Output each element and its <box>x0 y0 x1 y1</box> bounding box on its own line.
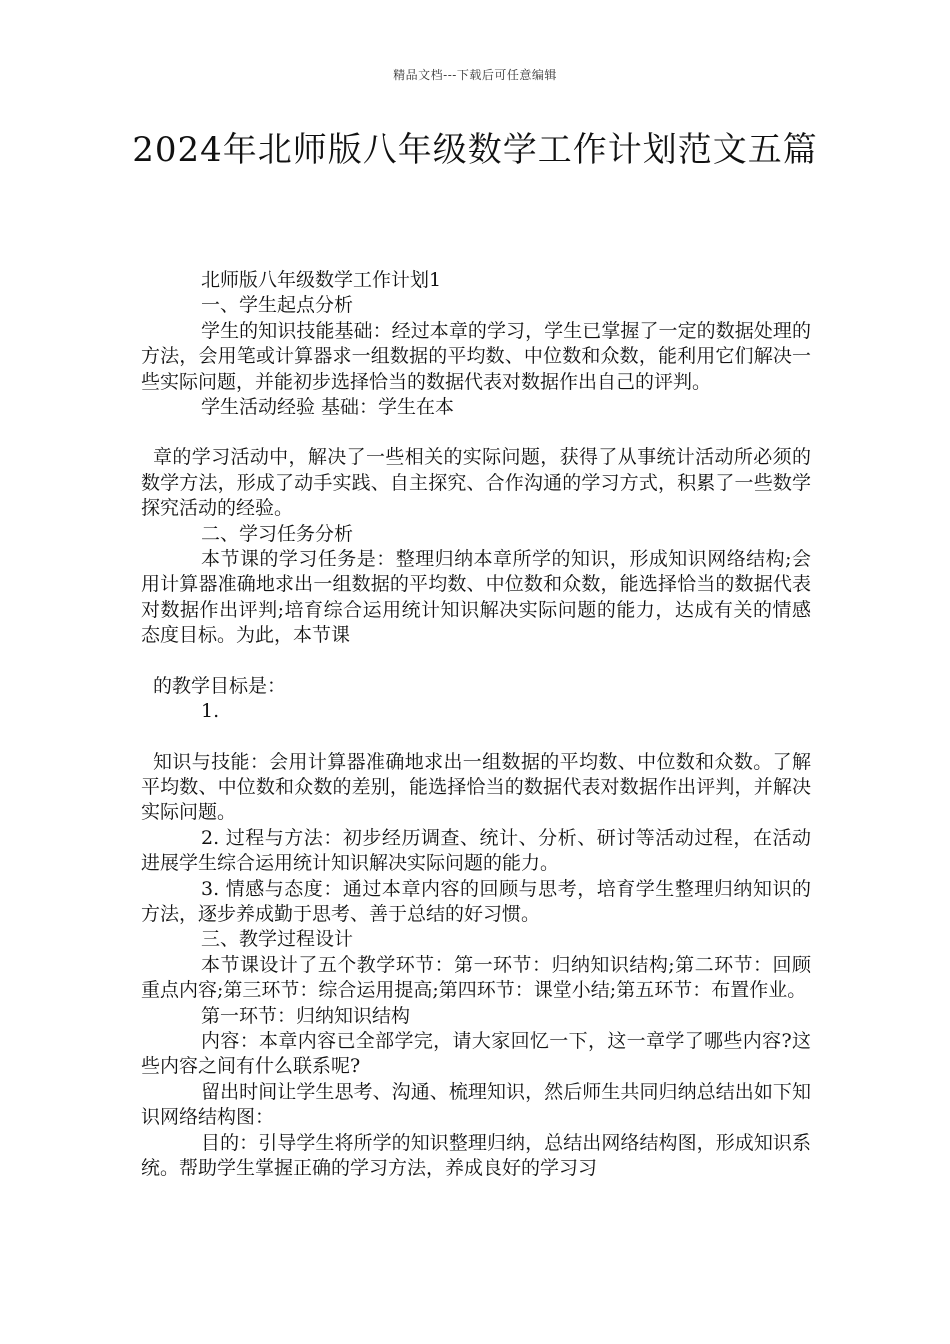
section-heading: 三、教学过程设计 <box>201 928 354 951</box>
list-item-number: 1. <box>201 700 220 723</box>
paragraph: 2. 过程与方法：初步经历调查、统计、分析、研讨等活动过程，在活动进展学生综合运用统计知识解决实际问题的能力。 <box>141 826 811 875</box>
section-heading: 一、学生起点分析 <box>201 294 354 317</box>
document-body <box>141 268 811 1181</box>
paragraph: 本节课的学习任务是：整理归纳本章所学的知识，形成知识网络结构;会用计算器准确地求出一组数据的平均数、中位数和众数，能选择恰当的数据代表对数据作出评判;培育综合运用统计知识解决实际问题的能力，达成有关的情感态度目标。为此，本节课 <box>141 548 811 647</box>
paragraph: 的教学目标是： <box>153 674 287 697</box>
document-title: 2024年北师版八年级数学工作计划范文五篇 <box>132 130 818 170</box>
section-heading: 二、学习任务分析 <box>201 522 354 545</box>
section-heading: 北师版八年级数学工作计划1 <box>201 269 442 291</box>
paragraph: 学生的知识技能基础：经过本章的学习，学生已掌握了一定的数据处理的方法，会用笔或计算器求一组数据的平均数、中位数和众数，能利用它们解决一些实际问题，并能初步选择恰当的数据代表对数据作出自己的评判。 <box>141 319 811 393</box>
paragraph: 目的：引导学生将所学的知识整理归纳，总结出网络结构图，形成知识系统。帮助学生掌握正确的学习方法，养成良好的学习习 <box>141 1131 811 1179</box>
paragraph: 留出时间让学生思考、沟通、梳理知识，然后师生共同归纳总结出如下知识网络结构图： <box>141 1080 811 1129</box>
paragraph: 学生活动经验 基础：学生在本 <box>201 396 455 419</box>
section-heading: 第一环节：归纳知识结构 <box>201 1004 411 1027</box>
paragraph: 3. 情感与态度：通过本章内容的回顾与思考，培育学生整理归纳知识的方法，逐步养成勤于思考、善于总结的好习惯。 <box>141 877 811 925</box>
paragraph: 章的学习活动中，解决了一些相关的实际问题，获得了从事统计活动所必须的数学方法，形成了动手实践、自主探究、合作沟通的学习方式，积累了一些数学探究活动的经验。 <box>141 446 811 520</box>
paragraph: 本节课设计了五个教学环节：第一环节：归纳知识结构;第二环节：回顾重点内容;第三环节：综合运用提高;第四环节：课堂小结;第五环节：布置作业。 <box>141 953 811 1002</box>
paragraph: 内容：本章内容已全部学完，请大家回忆一下，这一章学了哪些内容?这些内容之间有什么联系呢? <box>141 1029 811 1078</box>
header-note: 精品文档---下载后可任意编辑 <box>393 68 557 82</box>
paragraph: 知识与技能：会用计算器准确地求出一组数据的平均数、中位数和众数。了解平均数、中位数和众数的差别，能选择恰当的数据代表对数据作出评判，并解决实际问题。 <box>141 750 811 824</box>
